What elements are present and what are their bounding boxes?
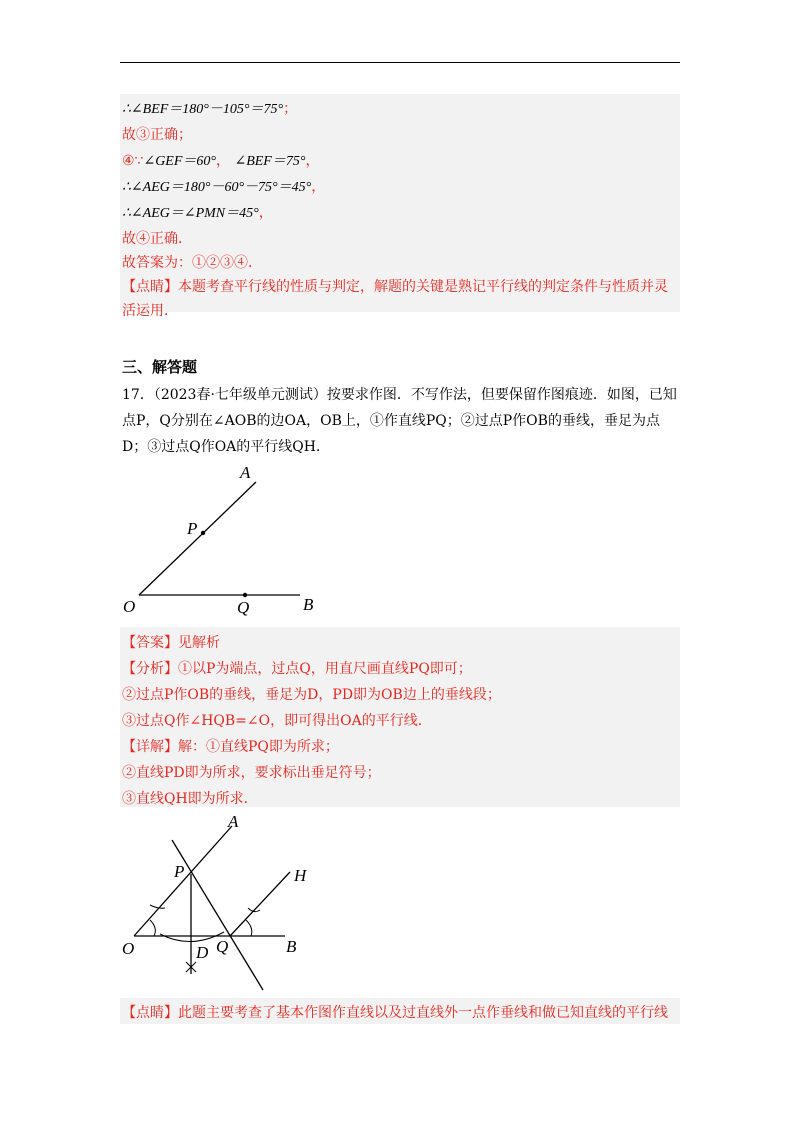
ray-oa — [139, 482, 256, 595]
answer-line-4: ③过点Q作∠HQB=∠O，即可得出OA的平行线． — [122, 713, 432, 729]
label-b-2: B — [286, 937, 297, 956]
label-o: O — [123, 597, 136, 616]
bottom-comment: 【点睛】此题主要考查了基本作图作直线以及过直线外一点作垂线和做已知直线的平行线 — [122, 1005, 668, 1021]
point-p — [201, 531, 205, 535]
question-line-3: D；③过点Q作OA的平行线QH． — [122, 439, 330, 455]
label-q: Q — [237, 598, 250, 617]
answer-line-7: ③直线QH即为所求． — [122, 791, 258, 807]
solution-line-7: 故答案为：①②③④． — [122, 255, 262, 271]
solution-line-6: 故④正确． — [122, 231, 192, 247]
point-q — [243, 593, 247, 597]
comment-line-2: 活运用． — [122, 303, 178, 319]
label-d: D — [196, 943, 209, 962]
label-q-2: Q — [216, 937, 229, 956]
label-p-2: P — [174, 862, 185, 881]
question-line-2: 点P，Q分别在∠AOB的边OA，OB上，①作直线PQ；②过点P作OB的垂线，垂足为点 — [122, 413, 660, 429]
solution-line-4: ∴∠AEG＝180°－60°－75°＝45°， — [122, 179, 326, 195]
answer-line-6: ②直线PD即为所求，要求标出垂足符号； — [122, 765, 381, 781]
solution-line-1: ∴∠BEF＝180°－105°＝75°； — [122, 101, 298, 117]
answer-line-1: 【答案】见解析 — [122, 635, 220, 651]
figure-construction — [120, 810, 320, 995]
comment-line-1: 【点睛】本题考查平行线的性质与判定，解题的关键是熟记平行线的判定条件与性质并灵 — [122, 279, 668, 295]
figure-angle-aob — [115, 460, 335, 620]
label-h: H — [294, 866, 307, 885]
label-p: P — [187, 519, 198, 538]
section-heading: 三、解答题 — [122, 358, 198, 376]
solution-line-3: ④∵∠GEF＝60°， ∠BEF＝75°， — [122, 153, 320, 169]
answer-line-2: 【分析】①以P为端点，过点Q，用直尺画直线PQ即可； — [122, 661, 472, 677]
label-o-2: O — [122, 939, 135, 958]
header-rule — [120, 62, 680, 63]
label-b: B — [303, 595, 314, 614]
label-a-2: A — [228, 812, 239, 831]
solution-line-2: 故③正确； — [122, 127, 192, 143]
answer-line-5: 【详解】解：①直线PQ即为所求； — [122, 739, 339, 755]
answer-line-3: ②过点P作OB的垂线，垂足为D，PD即为OB边上的垂线段； — [122, 687, 501, 703]
label-a: A — [240, 463, 251, 482]
question-line-1: 17．（2023春·七年级单元测试）按要求作图．不写作法，但要保留作图痕迹．如图，已知 — [122, 387, 677, 403]
solution-line-5: ∴∠AEG＝∠PMN＝45°， — [122, 205, 273, 221]
